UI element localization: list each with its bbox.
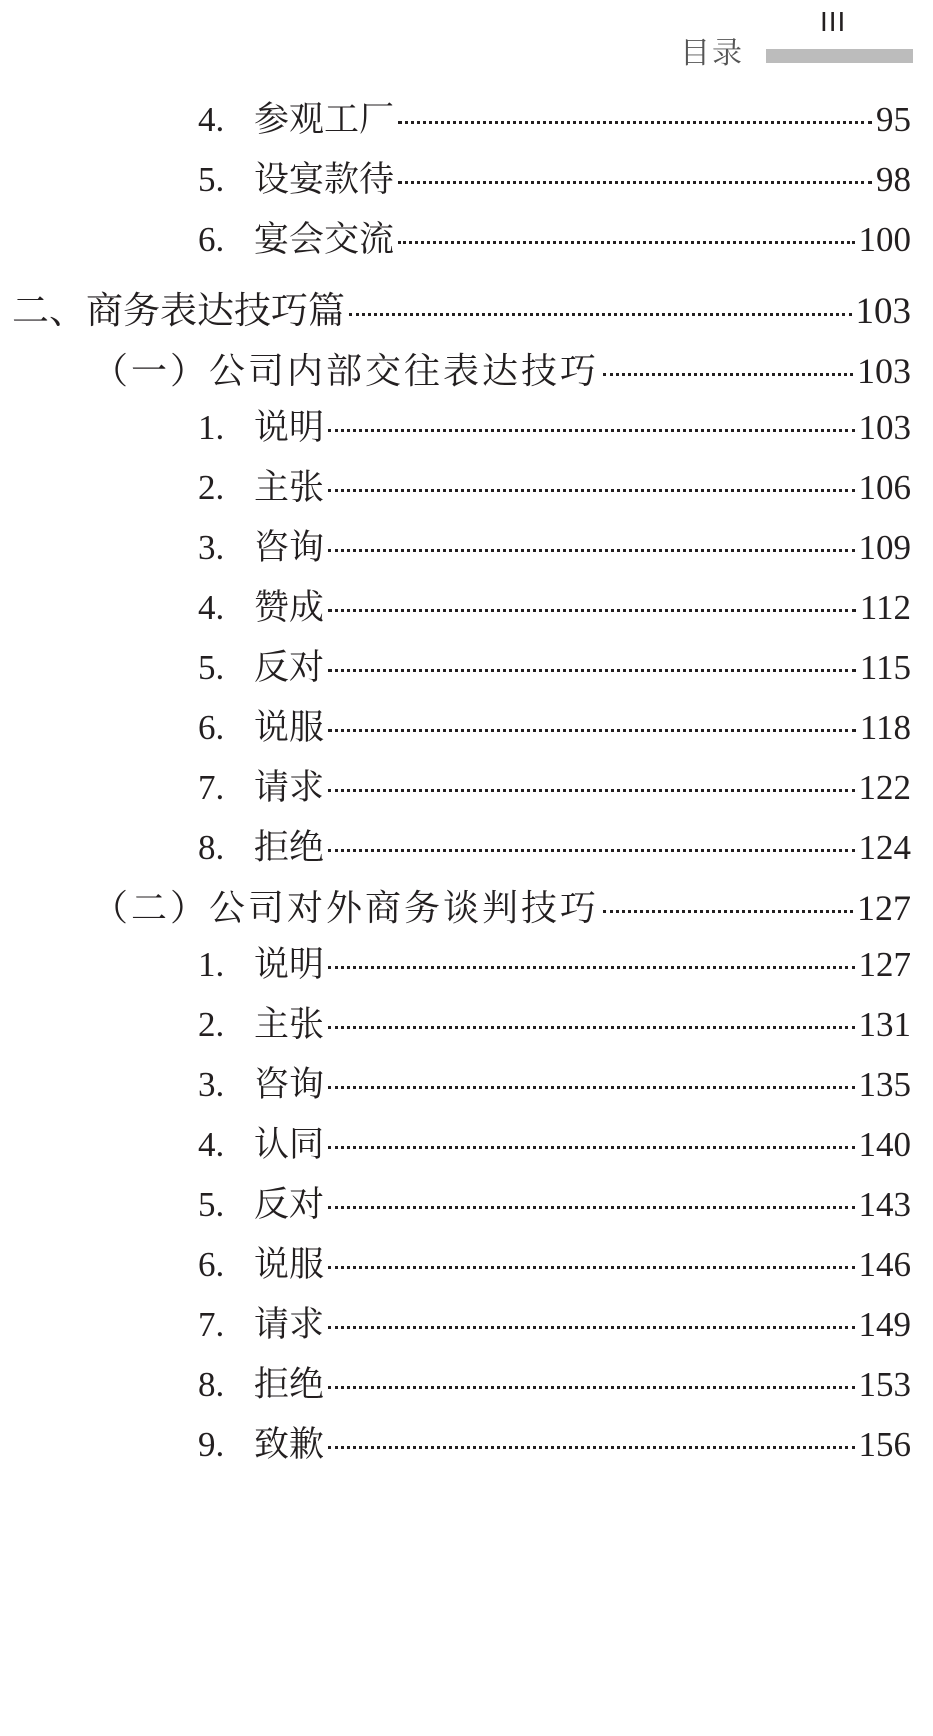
toc-chapter-heading[interactable] <box>92 343 911 393</box>
toc-entry-label <box>198 152 394 202</box>
toc-chapter-heading[interactable] <box>92 880 911 930</box>
toc-entry-title: 说服 <box>254 708 325 748</box>
toc-entry-label <box>198 1177 324 1227</box>
toc-entry[interactable] <box>198 400 911 448</box>
toc-entry-number: 3. <box>198 528 225 567</box>
toc-entry-label <box>198 700 324 750</box>
dot-leader <box>328 849 854 852</box>
toc-entry[interactable] <box>198 1177 911 1225</box>
toc-entry-label <box>198 937 324 987</box>
toc-entry-page: 95 <box>876 100 911 139</box>
toc-entry-label <box>198 1057 324 1107</box>
toc-entry[interactable] <box>198 1357 911 1405</box>
dot-leader <box>328 1086 854 1089</box>
toc-entry-page: 143 <box>858 1185 911 1224</box>
toc-entry-title: 拒绝 <box>254 1365 325 1405</box>
dot-leader <box>328 609 856 612</box>
page-header <box>0 0 933 80</box>
toc-entry-title: 主张 <box>254 1005 325 1045</box>
toc-entry[interactable] <box>198 152 911 200</box>
toc-entry-number: 9. <box>198 1425 225 1464</box>
toc-entry[interactable] <box>198 760 911 808</box>
dot-leader <box>398 181 872 184</box>
toc-entry-label <box>198 400 324 450</box>
toc-entry-label <box>198 1357 324 1407</box>
dot-leader <box>328 549 854 552</box>
toc-entry-number: 4. <box>198 1125 225 1164</box>
dot-leader <box>328 429 854 432</box>
toc-entry-label <box>198 997 324 1047</box>
toc-entry-number: 5. <box>198 648 225 687</box>
toc-entry-number: 1. <box>198 408 225 447</box>
toc-entry-page: 122 <box>858 768 911 807</box>
dot-leader <box>603 373 853 376</box>
dot-leader <box>328 1206 854 1209</box>
toc-entry-page: 103 <box>857 351 911 391</box>
toc-entry-page: 127 <box>858 945 911 984</box>
toc-entry-number: 8. <box>198 1365 225 1404</box>
toc-entry-label <box>198 820 324 870</box>
toc-entry-title: 咨询 <box>254 1065 325 1105</box>
toc-entry[interactable] <box>198 520 911 568</box>
toc-entry-page: 124 <box>858 828 911 867</box>
toc-entry-page: 149 <box>858 1305 911 1344</box>
dot-leader <box>603 910 853 913</box>
dot-leader <box>349 313 852 316</box>
toc-entry-page: 103 <box>855 291 911 332</box>
toc-entry-title: 反对 <box>254 648 325 688</box>
toc-entry[interactable] <box>198 212 911 260</box>
toc-entry-title: 拒绝 <box>254 828 325 868</box>
toc-entry-title: 主张 <box>254 468 325 508</box>
toc-entry-number: 7. <box>198 1305 225 1344</box>
toc-entry-page: 112 <box>859 588 911 627</box>
toc-entry-number: 5. <box>198 1185 225 1224</box>
toc-entry-title: （二）公司对外商务谈判技巧 <box>92 888 600 929</box>
toc-entry-page: 118 <box>859 708 911 747</box>
toc-entry-title: 咨询 <box>254 528 325 568</box>
toc-entry-page: 127 <box>857 888 911 928</box>
toc-entry-number: 4. <box>198 100 225 139</box>
toc-entry-page: 135 <box>858 1065 911 1104</box>
toc-entry-title: 说明 <box>254 945 325 985</box>
toc-part-heading[interactable] <box>12 280 911 332</box>
toc-entry[interactable] <box>198 937 911 985</box>
toc-entry-page: 109 <box>858 528 911 567</box>
toc-entry-page: 100 <box>858 220 911 259</box>
dot-leader <box>328 1026 854 1029</box>
toc-entry-page: 98 <box>876 160 911 199</box>
toc-entry-label <box>198 460 324 510</box>
dot-leader <box>328 729 856 732</box>
toc-entry[interactable] <box>198 460 911 508</box>
toc-entry-page: 115 <box>859 648 911 687</box>
toc-entry-label <box>198 1237 324 1287</box>
toc-entry-label <box>198 640 324 690</box>
dot-leader <box>398 121 872 124</box>
toc-entry-number: 6. <box>198 708 225 747</box>
toc-entry[interactable] <box>198 997 911 1045</box>
toc-entry-page: 146 <box>858 1245 911 1284</box>
toc-entry-page: 106 <box>858 468 911 507</box>
toc-entry-page: 140 <box>858 1125 911 1164</box>
toc-entry[interactable] <box>198 1237 911 1285</box>
toc-entry[interactable] <box>198 1057 911 1105</box>
toc-entry[interactable] <box>198 1417 911 1465</box>
dot-leader <box>328 489 854 492</box>
toc-entry[interactable] <box>198 640 911 688</box>
toc-entry-title: 致歉 <box>254 1425 325 1465</box>
toc-entry-title: 二、商务表达技巧篇 <box>12 289 345 332</box>
toc-entry[interactable] <box>198 820 911 868</box>
toc-entry-label <box>198 1417 324 1467</box>
header-rule-bar <box>766 49 913 63</box>
toc-entry-title: 设宴款待 <box>254 160 395 200</box>
dot-leader <box>328 789 854 792</box>
toc-entry-title: 说服 <box>254 1245 325 1285</box>
toc-entry-title: 参观工厂 <box>254 100 395 140</box>
toc-entry-title: 认同 <box>254 1125 325 1165</box>
toc-entry-number: 4. <box>198 588 225 627</box>
toc-entry-number: 6. <box>198 1245 225 1284</box>
running-head-label: 目录 <box>680 36 744 71</box>
toc-entry-title: 说明 <box>254 408 325 448</box>
dot-leader <box>328 966 854 969</box>
toc-entry-number: 8. <box>198 828 225 867</box>
toc-entry-page: 103 <box>858 408 911 447</box>
toc-entry-label <box>198 520 324 570</box>
toc-entry[interactable] <box>198 92 911 140</box>
toc-entry-label <box>198 92 394 142</box>
toc-entry-label <box>198 760 324 810</box>
toc-entry[interactable] <box>198 700 911 748</box>
toc-entry-number: 2. <box>198 468 225 507</box>
dot-leader <box>328 669 856 672</box>
toc-entry-number: 2. <box>198 1005 225 1044</box>
dot-leader <box>328 1446 854 1449</box>
dot-leader <box>328 1386 854 1389</box>
toc-entry-label <box>198 1117 324 1167</box>
toc-entry-title: 赞成 <box>254 588 325 628</box>
toc-entry-label <box>198 1297 324 1347</box>
toc-entry-title: 请求 <box>254 1305 325 1345</box>
toc-entry-title: （一）公司内部交往表达技巧 <box>92 351 600 392</box>
toc-entry[interactable] <box>198 1117 911 1165</box>
toc-entry-title: 反对 <box>254 1185 325 1225</box>
toc-entry-label <box>198 212 394 262</box>
toc-entry-title: 请求 <box>254 768 325 808</box>
toc-entry-number: 7. <box>198 768 225 807</box>
dot-leader <box>328 1146 854 1149</box>
toc-entry-title: 宴会交流 <box>254 220 395 260</box>
toc-entry-number: 3. <box>198 1065 225 1104</box>
toc-entry-number: 1. <box>198 945 225 984</box>
header-page-number: III <box>820 6 847 37</box>
toc-entry-label <box>198 580 324 630</box>
toc-entry[interactable] <box>198 580 911 628</box>
toc-entry-number: 5. <box>198 160 225 199</box>
toc-entry-page: 131 <box>858 1005 911 1044</box>
toc-entry-number: 6. <box>198 220 225 259</box>
dot-leader <box>328 1266 854 1269</box>
dot-leader <box>328 1326 854 1329</box>
toc-entry[interactable] <box>198 1297 911 1345</box>
dot-leader <box>398 241 854 244</box>
toc-entry-page: 156 <box>858 1425 911 1464</box>
toc-entry-page: 153 <box>858 1365 911 1404</box>
